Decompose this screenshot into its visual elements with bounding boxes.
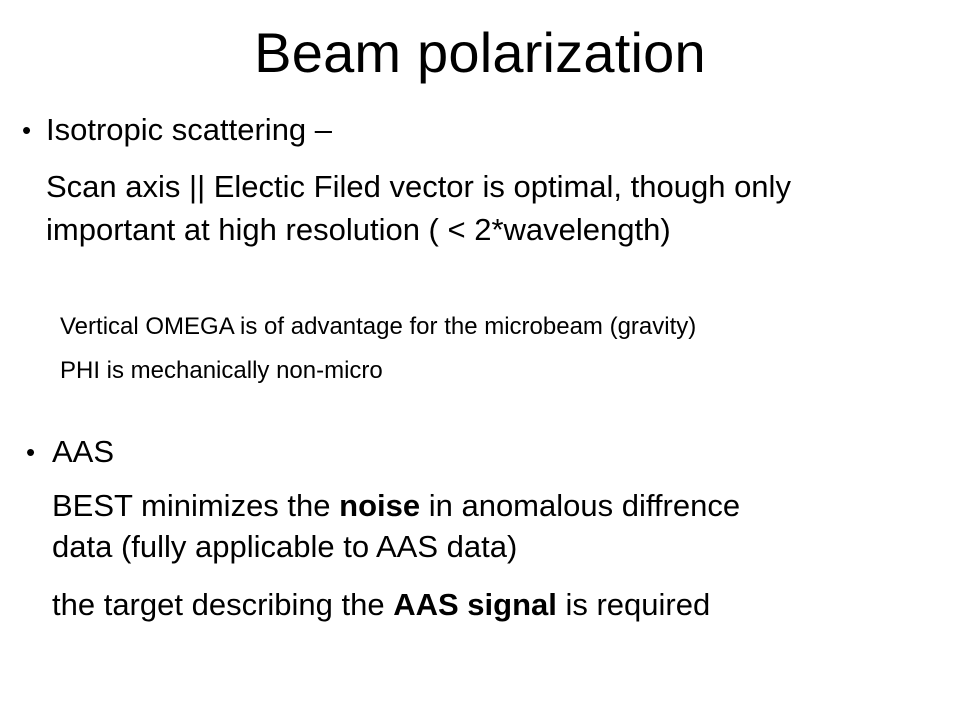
section2-heading: AAS [52,434,115,469]
bullet-icon: • [22,115,32,145]
section2-line3-text-post: is required [556,587,711,622]
section2-paragraph-line3 [52,585,710,625]
section2-line1-text-post: in anomalous diffrence [420,488,741,523]
section2-paragraph-line1 [52,486,740,526]
section1-paragraph-line1: Scan axis || Electic Filed vector is optimal, though only [46,169,791,204]
section1-heading: Isotropic scattering – [46,112,333,147]
section1-paragraph-line2: important at high resolution ( < 2*wavelength) [46,212,671,247]
section2-line3-text-pre: the target describing the [52,587,394,622]
noise-emphasis: noise [339,488,421,523]
section2-line1-text-pre: BEST minimizes the [52,488,340,523]
section2-paragraph-line2: data (fully applicable to AAS data) [52,529,518,564]
section1-note-phi: PHI is mechanically non-micro [60,357,383,384]
bullet-icon: • [26,437,36,467]
section1-note-omega: Vertical OMEGA is of advantage for the microbeam (gravity) [60,313,697,340]
aas-signal-emphasis: AAS signal [393,587,557,622]
slide-title: Beam polarization [254,21,706,84]
